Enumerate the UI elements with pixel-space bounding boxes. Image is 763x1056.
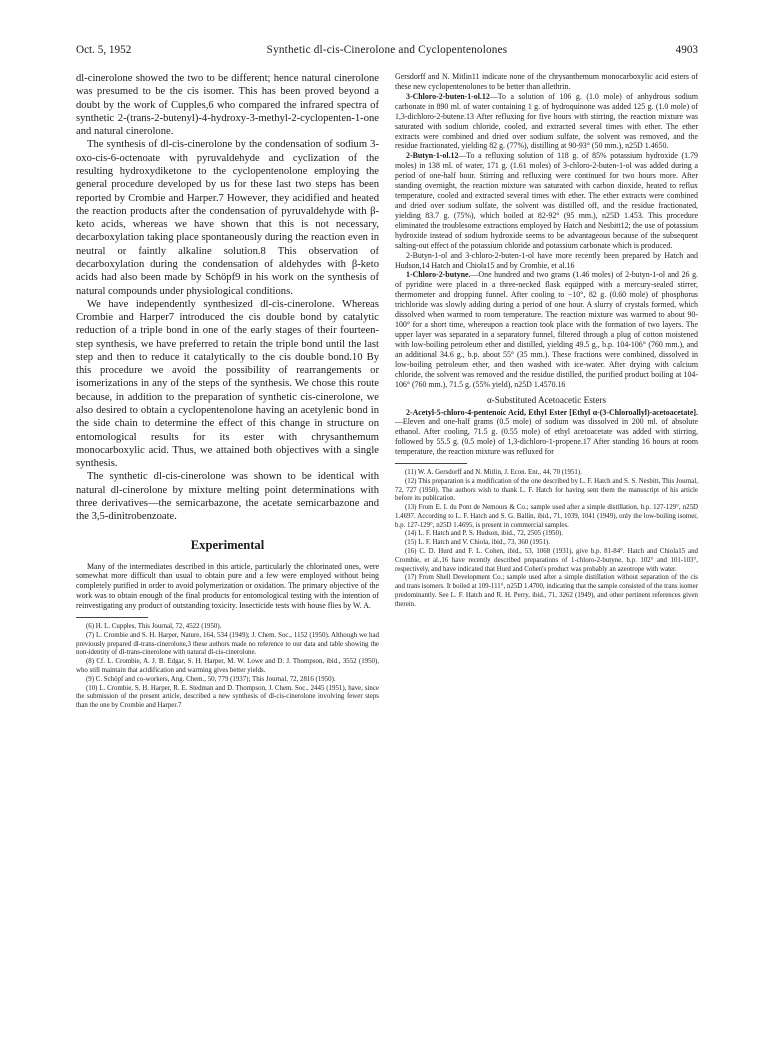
footnote: (10) L. Crombie, S. H. Harper, R. E. Stedman and D. Thompson, J. Chem. Soc., 2445 (1951), have, since the submission of the present article, described a new synthesis of dl-cis-cinerolone involving fewer steps than the one by Crombie and Harper.7 — [76, 684, 379, 710]
footnote: (14) L. F. Hatch and P. S. Hudson, ibid., 72, 2505 (1950). — [405, 530, 563, 538]
body-paragraph: We have independently synthesized dl-cis-cinerolone. Whereas Crombie and Harper7 introduced the cis double bond by catalytic reduction of a triple bond in one of the early stages of their fourteen-step synthesis, we have preferred to retain the triple bond until the last step and then to reduce it catalytically to the cis double bond.10 By this procedure we avoid the possibility of rearrangements or isomerizations in any of the steps of the synthesis. We chose this route because, in addition to the preparation of synthetic cis-cinerolone, we also desired to obtain a cyclopentenolone having an acetylenic bond in the side chain to determine the effect of this change in structure on entomological results for its ester with chrysanthemum monocarboxylic acid. Thus, we attained both objectives with a single synthesis. — [76, 298, 379, 470]
footnote: (11) W. A. Gersdorff and N. Mitlin, J. Econ. Ent., 44, 70 (1951). — [405, 469, 582, 477]
running-header — [76, 44, 698, 60]
footnote: (7) L. Crombie and S. H. Harper, Nature, 164, 534 (1949); J. Chem. Soc., 1152 (1950). Although we had previously prepared dl-trans-cinerolone,3 these authors made no reference to our data and table showing the non-identity of dl-trans-cinerolone with natural dl-cis-cinerolone. — [76, 631, 379, 657]
header-date: Oct. 5, 1952 — [76, 44, 132, 56]
intro-paragraph: Gersdorff and N. Mitlin11 indicate none of the chrysanthemum monocarboxylic acid esters of these new cyclopentenolones to be better than allethrin. — [395, 72, 698, 91]
footnote: (12) This preparation is a modification of the one described by L. F. Hatch and S. S. Nesbitt, This Journal, 72, 727 (1950). The authors wish to thank L. F. Hatch for having sent them the manuscript of his article before its publication. — [395, 477, 698, 503]
footnote: (6) H. L. Cupples, This Journal, 72, 4522 (1950). — [86, 623, 222, 631]
footnote-divider — [76, 617, 148, 618]
procedure-text: —To a refluxing solution of 118 g. of 85% potassium hydroxide (1.79 moles) in 138 ml. of water, 171 g. (1.61 moles) of 3-chloro-2-buten-1-ol was added during a period of one-half hour. Stirring and refluxing were continued for two hours more. After standing overnight, the reaction mixture was saturated with carbon dioxide, heated to reflux temperature, cooled and extracted several times with ether. The ether extracts were combined and dried over sodium sulfate, the solvent was distilled off, and the residue fractionated, yielding 83.7 g. (75%), which boiled at 82-92° (95 mm.), n25D 1.453. This procedure eliminated the troublesome extractions employed by Hatch and Nesbitt12; the use of potassium hydroxide instead of sodium hydroxide seems to be advantageous because of the subsequent salting-out effect of the potassium chloride and potassium carbonate which is produced. — [395, 151, 698, 250]
procedure-title: 2-Acetyl-5-chloro-4-pentenoic Acid, Ethyl Ester [Ethyl α-(3-Chloroallyl)-acetoacetate]. — [406, 407, 698, 417]
procedure-text: —One hundred and two grams (1.46 moles) of 2-butyn-1-ol and 26 g. of pyridine were placed in a three-necked flask equipped with a mercury-sealed stirrer, thermometer and dropping funnel. After cooling to −10°, 82 g. (0.60 mole) of phosphorus trichloride was slowly adding during a period of one hour. A slurry of crystals formed, which dissolved when warmed to room temperature. The reaction mixture was warmed to about 90-100° for a short time, whereupon a reaction took place with the formation of two layers. The upper layer was separated in a separatory funnel, filtered through a plug of cotton moistened with low-boiling petroleum ether and distilled, yielding 49.5 g., b.p. 104-106° (760 mm.), and an additional 34.6 g., b.p. about 55° (35 mm.). These fractions were combined, dissolved in low-boiling petroleum ether, and then washed with ice-water. After drying with calcium chloride, the solvent was removed and the residue distilled, the purified product boiling at 104-106° (760 mm.), 71.5 g. (55% yield), n25D 1.4570.16 — [395, 270, 698, 389]
section-heading-acetoacetic: α-Substituted Acetoacetic Esters — [486, 394, 607, 405]
body-paragraph: The synthesis of dl-cis-cinerolone by the condensation of sodium 3-oxo-cis-6-octenoate with pyruvaldehyde and cyclization of the resulting hydroxydiketone to the cyclopentenolone employing the general procedure developed by us for these last two steps has been reported by Crombie and Harper.7 However, they acidified and heated the reaction products after the condensation of pyruvaldehyde with β-keto acids, whereas we have shown that this is not necessary, decarboxylation taking place spontaneously during the reaction even in neutral or faintly alkaline solution.8 This observation of decarboxylation during the condensation of aldehydes with β-keto acids had also been made by Schöpf9 in his work on the synthesis of natural compounds under physiological conditions. — [76, 139, 379, 297]
procedure-title: 1-Chloro-2-butyne. — [406, 270, 471, 280]
section-heading-experimental: Experimental — [190, 537, 265, 552]
procedure-paragraph — [395, 151, 698, 250]
procedure-paragraph: 2-Butyn-1-ol and 3-chloro-2-buten-1-ol have more recently been prepared by Hatch and Hudson,14 Hatch and Chiola15 and by Crombie, et al.16 — [395, 250, 698, 270]
header-title: Synthetic dl-cis-Cinerolone and Cyclopentenolones — [266, 44, 508, 56]
left-column — [76, 72, 379, 711]
footnote: (8) Cf. L. Crombie, A. J. B. Edgar, S. H. Harper, M. W. Lowe and D. J. Thompson, ibid., 3552 (1950), who still maintain that acidification and warming gives better yields. — [76, 658, 379, 674]
procedure-paragraph — [395, 408, 698, 458]
procedure-paragraph — [395, 270, 698, 389]
procedure-text: —To a solution of 106 g. (1.0 mole) of anhydrous sodium carbonate in 890 ml. of water containing 1 g. of hydroquinone was added 125 g. (1.0 mole) of 1,3-dichloro-2-butene.13 After refluxing for five hours with stirring, the reaction mixture was saturated with sodium chloride, cooled, and extracted several times with ether. The ether extracts were combined and dried over sodium sulfate, the solvent was removed, and the residue fractionated, yielding 82 g. (77%), distilling at 90-93° (50 mm.), n25D 1.4650. — [395, 91, 698, 151]
footnote: (16) C. D. Hurd and F. L. Cohen, ibid., 53, 1068 (1931), give b.p. 81-84°. Hatch and Chiola15 and Crombie, et al.,16 have recently described preparations of 1-chloro-2-butyne, b.p. 102° and 101-103°, respectively, and have indicated that Hurd and Cohen's product was probably an azeotrope with water. — [395, 548, 698, 573]
procedure-title: 3-Chloro-2-buten-1-ol.12 — [406, 91, 490, 101]
procedure-title: 2-Butyn-1-ol.12 — [406, 151, 459, 161]
page-number: 4903 — [675, 44, 698, 56]
footnote: (15) L. F. Hatch and V. Chiola, ibid., 73, 360 (1951). — [405, 539, 551, 547]
footnote-divider — [395, 463, 467, 464]
right-column — [395, 72, 698, 609]
footnote: (17) From Shell Development Co.; sample used after a simple distillation without separation of the cis and trans isomers. It boiled at 109-111°, n25D 1.4700, indicating that the sample consisted of the trans isomer predominantly. See L. F. Hatch and R. H. Perry, ibid., 71, 3262 (1949), and other pertinent references given therein. — [395, 574, 698, 608]
footnote: (9) C. Schöpf and co-workers, Ang. Chem., 50, 779 (1937); This Journal, 72, 2816 (1950). — [86, 675, 336, 683]
experimental-intro: Many of the intermediates described in this article, particularly the chlorinated ones, were somewhat more difficult than usual to obtain pure and a few were employed without being completely purified in order to avoid polymerization or oxidation. The primary objective of the work was to obtain enough of the final products for entomological testing with the intention of reinvestigating any product of outstanding toxicity. Insecticide tests with house flies by W. A. — [76, 561, 379, 611]
footnote: (13) From E. I. du Pont de Nemours & Co.; sample used after a simple distillation, b.p. 127-129°, n25D 1.4697. According to L. F. Hatch and S. G. Ballin, ibid., 71, 1039, 1041 (1949), only the low-boiling isomer, b.p. 127-129°, n25D 1.4695, is present in commercial samples. — [395, 504, 698, 529]
procedure-text: —Eleven and one-half grams (0.5 mole) of sodium was dissolved in 200 ml. of absolute ethanol. After cooling, 71.5 g. (0.55 mole) of ethyl acetoacetate was added with stirring, followed by 55.5 g. (0.5 mole) of 1,3-dichloro-1-propene.17 After standing 16 hours at room temperature, the reaction mixture was refluxed for — [395, 417, 698, 457]
body-paragraph: The synthetic dl-cis-cinerolone was shown to be identical with natural dl-cinerolone by mixture melting point determinations with three derivatives—the semicarbazone, the acetate semicarbazone and the 3,5-dinitrobenzoate. — [76, 471, 379, 523]
body-paragraph: dl-cinerolone showed the two to be different; hence natural cinerolone was presumed to be the cis isomer. This has been proved beyond a doubt by the work of Cupples,6 who compared the infrared spectra of synthetic 2-(trans-2-butenyl)-4-hydroxy-3-methyl-2-cyclopenten-1-one and natural cinerolone. — [76, 73, 379, 138]
procedure-paragraph — [395, 92, 698, 152]
